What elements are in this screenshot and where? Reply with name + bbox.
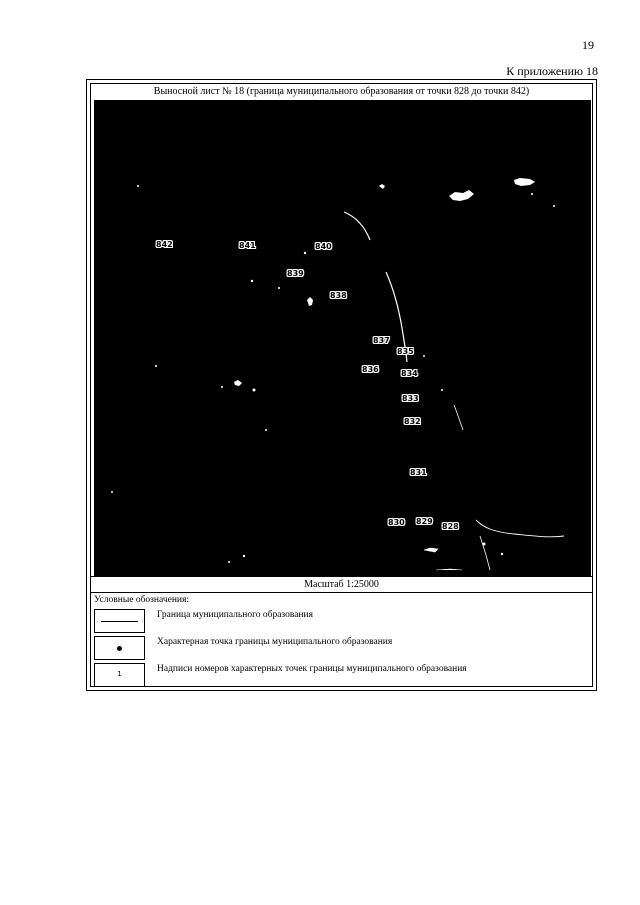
feature-patch-w xyxy=(234,380,242,386)
legend-symbol-box xyxy=(94,636,145,660)
point-label-830: 830 xyxy=(388,518,405,527)
point-label-838: 838 xyxy=(330,291,347,300)
map-scale: Масштаб 1:25000 xyxy=(91,576,592,593)
legend-item-boundary xyxy=(94,609,574,633)
feature-road xyxy=(344,212,370,240)
legend-title: Условные обозначения: xyxy=(94,595,190,605)
point-label-836: 836 xyxy=(362,365,379,374)
feature-patch-ne2 xyxy=(514,178,535,186)
point-number-icon: 1 xyxy=(117,670,122,678)
map-features xyxy=(94,100,591,576)
legend-symbol-box xyxy=(94,663,145,687)
feature-patch-mid xyxy=(307,297,313,306)
legend-item-label: Характерная точка границы муниципального образования xyxy=(157,637,393,647)
boundary-line-icon xyxy=(101,621,138,622)
feature-road-south2 xyxy=(480,536,490,570)
point-label-834: 834 xyxy=(401,369,418,378)
boundary-point-icon xyxy=(117,646,122,651)
point-label-841: 841 xyxy=(239,241,256,250)
feature-patch-ne1 xyxy=(449,190,474,201)
point-label-835: 835 xyxy=(397,347,414,356)
feature-ditch xyxy=(454,405,463,430)
feature-road-south xyxy=(476,520,564,537)
legend-item-point xyxy=(94,636,574,660)
feature-patch-se xyxy=(424,548,462,570)
legend-item-label: Граница муниципального образования xyxy=(157,610,313,620)
legend-item-point-number xyxy=(94,663,574,687)
point-label-840: 840 xyxy=(315,242,332,251)
point-label-829: 829 xyxy=(416,517,433,526)
appendix-reference: К приложению 18 xyxy=(506,64,598,78)
point-label-837: 837 xyxy=(373,336,390,345)
point-label-842: 842 xyxy=(156,240,173,249)
legend-symbol-box xyxy=(94,609,145,633)
map-sheet xyxy=(86,79,597,691)
legend-item-label: Надписи номеров характерных точек границы муниципального образования xyxy=(157,664,467,674)
feature-patch-n xyxy=(379,184,385,189)
point-label-828: 828 xyxy=(442,522,459,531)
point-label-833: 833 xyxy=(402,394,419,403)
point-label-831: 831 xyxy=(410,468,427,477)
map-sheet-frame xyxy=(90,83,593,687)
sheet-title: Выносной лист № 18 (граница муниципального образования от точки 828 до точки 842) xyxy=(153,86,530,97)
map-area[interactable] xyxy=(94,100,591,576)
legend xyxy=(91,592,592,686)
page-number: 19 xyxy=(582,38,594,52)
point-label-832: 832 xyxy=(404,417,421,426)
point-label-839: 839 xyxy=(287,269,304,278)
